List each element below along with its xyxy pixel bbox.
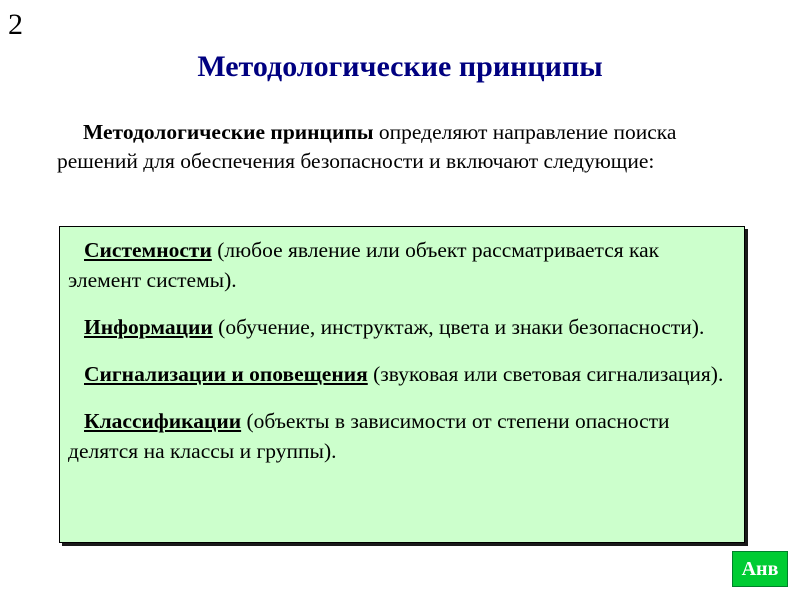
principle-item [68, 312, 734, 342]
principle-text: (звуковая или световая сигнализация). [367, 362, 724, 386]
principle-term: Сигнализации и оповещения [84, 362, 368, 386]
nav-button[interactable]: Анв [732, 551, 788, 587]
principle-term: Системности [84, 238, 212, 262]
principle-item [68, 359, 734, 389]
page-title: Методологические принципы [197, 50, 603, 83]
principle-term: Классификации [84, 409, 242, 433]
principle-text: (обучение, инструктаж, цвета и знаки безопасности). [212, 315, 705, 339]
principle-text: (любое явление или объект рассматривается как элемент системы). [68, 238, 660, 292]
principle-item [68, 235, 734, 295]
intro-paragraph [57, 118, 757, 176]
principle-term: Информации [84, 315, 213, 339]
principles-box [59, 226, 745, 543]
principle-item [68, 406, 734, 466]
principle-text: (объекты в зависимости от степени опасности делятся на классы и группы). [68, 409, 670, 463]
intro-term: Методологические принципы [83, 120, 374, 144]
slide-number: 2 [8, 8, 23, 41]
intro-text: определяют направление поиска решений для обеспечения безопасности и включают следующие: [57, 120, 677, 173]
